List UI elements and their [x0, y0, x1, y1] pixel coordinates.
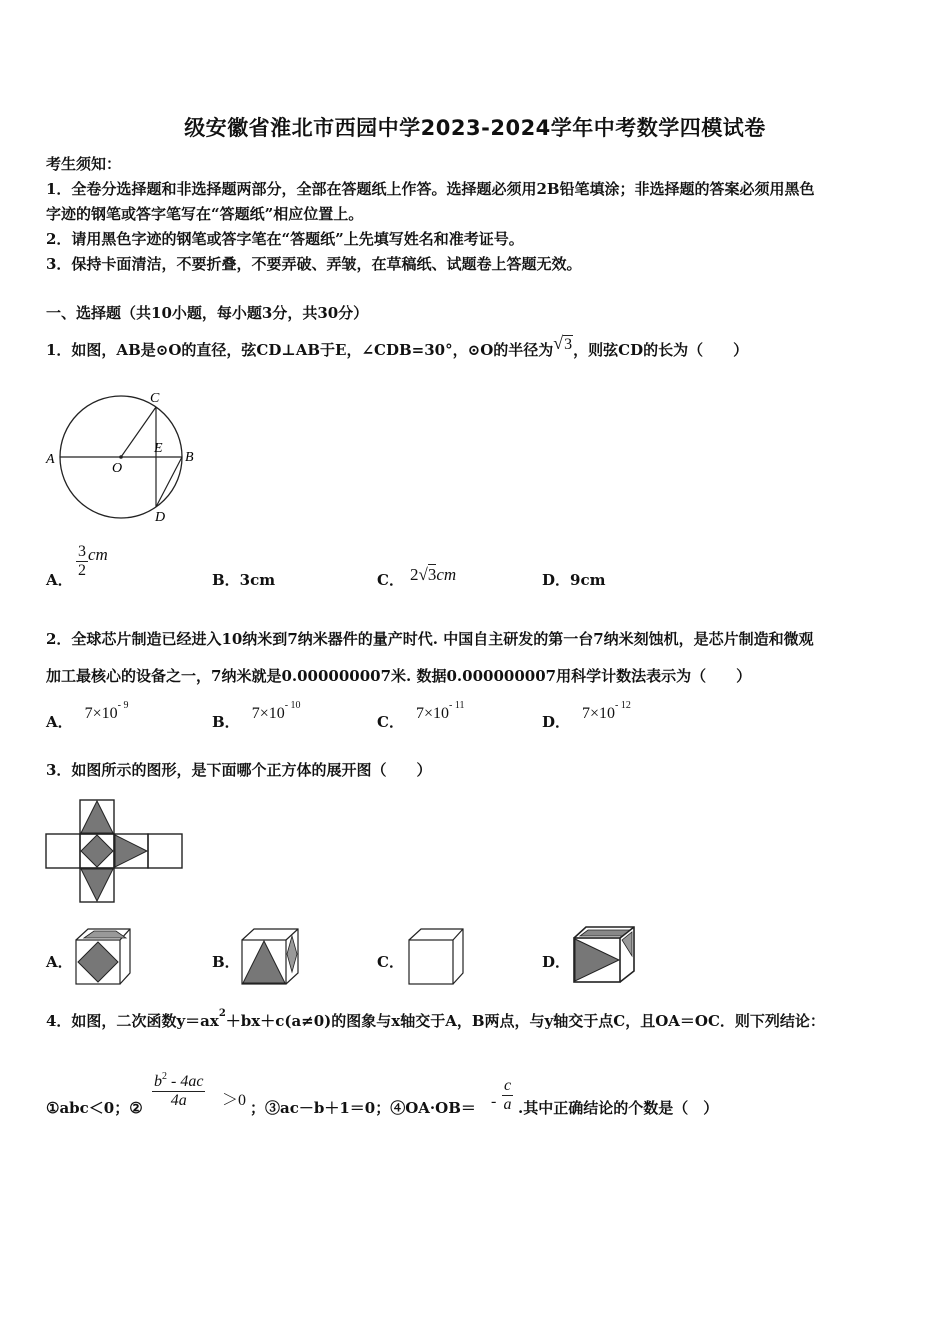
q4-conclusion-3: ；③ac－b＋1＝0；④OA·OB＝	[250, 1099, 476, 1117]
q1-option-c-label: C．	[377, 571, 404, 589]
q1-stem-b: ，则弦CD的长为（ ）	[573, 341, 749, 359]
q1-option-c: 2√3cm	[410, 565, 457, 584]
label-c: C	[150, 391, 160, 406]
q3-option-c-cube[interactable]	[407, 928, 467, 986]
segment-db	[156, 457, 182, 507]
label-o: O	[112, 461, 123, 476]
q3-option-b-label: B．	[212, 953, 240, 971]
label-a: A	[46, 452, 55, 467]
q4-fraction-1-den: 4a	[170, 1092, 187, 1109]
q1-stem	[46, 333, 749, 360]
q2-line-1: 2．全球芯片制造已经进入10纳米到7纳米器件的量产时代. 中国自主研发的第一台7纳米刻蚀机，是芯片制造和微观	[46, 630, 814, 648]
q4-fraction-2: $\frac{c}{a}$	[503, 1077, 512, 1113]
q3-option-c-label: C．	[377, 953, 404, 971]
notice-line-1b: 字迹的钢笔或答字笔写在“答题纸”相应位置上。	[46, 205, 364, 223]
q4-gt-zero: ＞0	[222, 1092, 247, 1109]
center-dot	[119, 455, 123, 459]
q3-option-a-label: A．	[46, 953, 73, 971]
q1-option-a-label: A．	[46, 571, 73, 589]
notice-heading: 考生须知：	[46, 155, 122, 173]
notice-line-1a: 1．全卷分选择题和非选择题两部分，全部在答题纸上作答。选择题必须用2B铅笔填涂；非选择题的答案必须用黑色	[46, 180, 815, 198]
notice-line-2: 2．请用黑色字迹的钢笔或答字笔在“答题纸”上先填写姓名和准考证号。	[46, 230, 524, 248]
q4-fraction-1	[152, 1073, 205, 1110]
q1-option-a: $\frac{3}{2}$ cm	[78, 543, 108, 579]
q3-net-figure	[46, 799, 186, 905]
q3-option-a-cube[interactable]	[74, 928, 134, 986]
section-heading: 一、选择题（共10小题，每小题3分，共30分）	[46, 304, 369, 322]
notice-line-3: 3．保持卡面清洁，不要折叠，不要弄破、弄皱，在草稿纸、试题卷上答题无效。	[46, 255, 582, 273]
q4-minus: -	[491, 1093, 497, 1110]
label-e: E	[154, 441, 163, 456]
q3-stem: 3．如图所示的图形，是下面哪个正方体的展开图（ ）	[46, 761, 432, 779]
q2-line-2: 加工最核心的设备之一，7纳米就是0.000000007米. 数据0.000000007用科学计数法表示为（ ）	[46, 667, 752, 685]
q2-option-a: A． $7\times 10^{- 9}$	[46, 700, 129, 731]
q4-fraction-1-num: $b^2 - 4ac$	[154, 1071, 204, 1090]
segment-oc	[121, 407, 156, 457]
q3-option-b-cube[interactable]	[240, 928, 302, 986]
q4-stem: 4．如图，二次函数$y=ax^2+bx+c(a\ne 0)$的图象与x轴交于A，B两点，与y轴交于点C，且OA＝OC．则下列结论：	[46, 1008, 825, 1030]
q1-circle-figure	[40, 385, 210, 530]
page-title: 级安徽省淮北市西园中学2023-2024学年中考数学四模试卷	[184, 116, 766, 140]
q4-conclusion-1: ①abc＜0；②	[46, 1099, 143, 1117]
q3-option-d-label: D．	[542, 953, 571, 971]
q1-option-d: D．9cm	[542, 571, 606, 589]
q2-option-d: D． $7\times 10^{- 12}$	[542, 700, 631, 731]
label-d: D	[155, 510, 166, 525]
label-b: B	[185, 450, 194, 465]
q2-option-c: C． $7\times 10^{- 11}$	[377, 700, 465, 731]
q4-tail: .其中正确结论的个数是（ ）	[518, 1099, 719, 1117]
q1-option-b: B．3cm	[212, 571, 276, 589]
q1-stem-a: 1．如图，AB是⊙O的直径，弦CD⊥AB于E，∠CDB=30°，⊙O的半径为	[46, 341, 554, 359]
q3-option-d-cube[interactable]	[572, 926, 638, 986]
q2-option-b: B． $7\times 10^{- 10}$	[212, 700, 301, 731]
q1-radius: √3	[553, 333, 573, 353]
